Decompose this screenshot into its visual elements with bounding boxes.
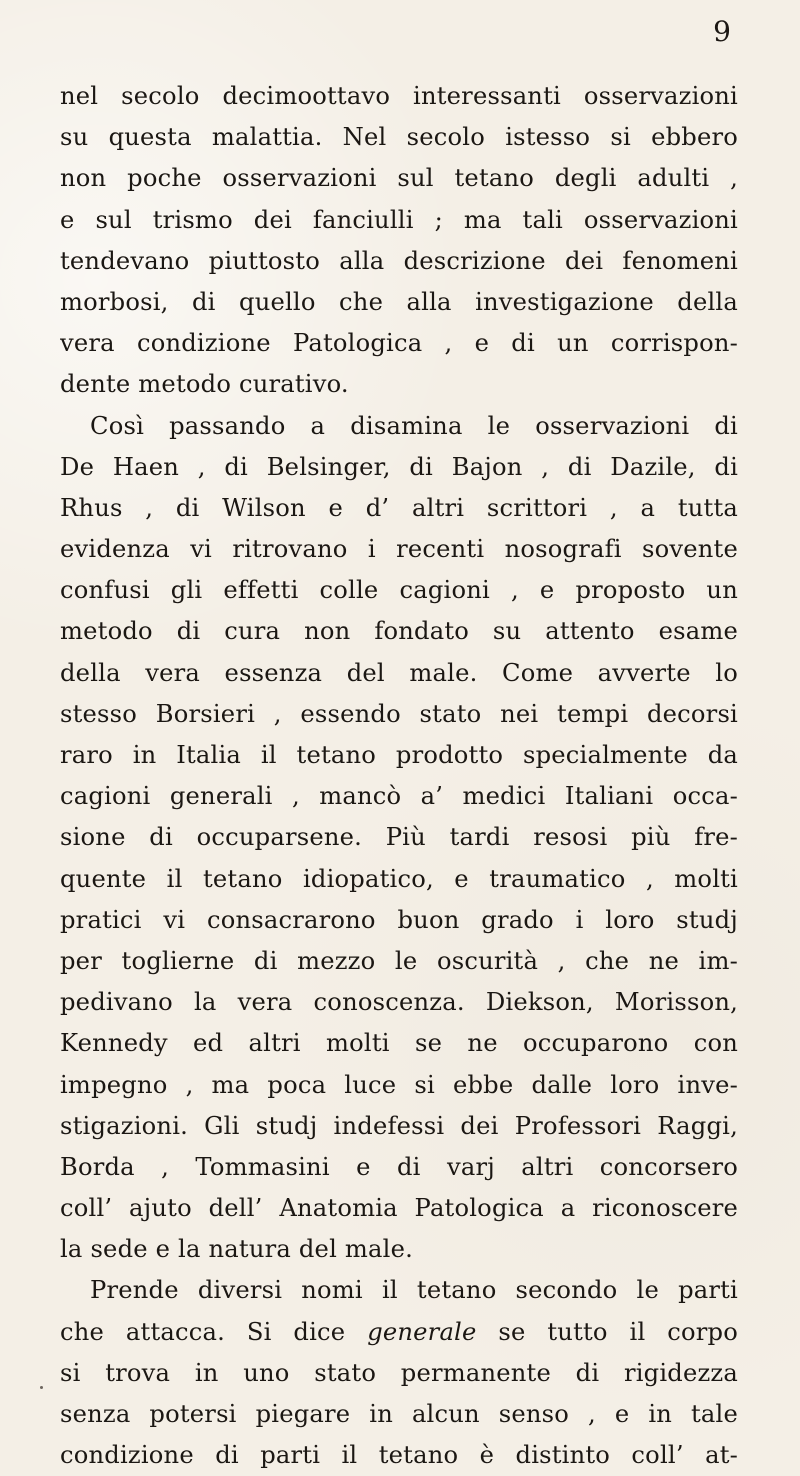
text-line: coll’ ajuto dell’ Anatomia Patologica a riconoscere [60, 1194, 738, 1223]
text-line [60, 1353, 738, 1394]
text-line: raro in Italia il tetano prodotto specialmente da [60, 741, 738, 769]
text-line: cagioni generali , mancò a’ medici Italiani occa- [60, 782, 738, 811]
text-line: stesso Borsieri , essendo stato nei tempi decorsi [60, 699, 738, 728]
main-text [60, 76, 738, 1476]
text-line: stigazioni. Gli studj indefessi dei Professori Raggi, [60, 1111, 738, 1140]
text-line: su questa malattia. Nel secolo istesso si ebbero [60, 123, 738, 152]
text-line [60, 1394, 738, 1435]
text-line: evidenza vi ritrovano i recenti nosografi sovente [60, 535, 738, 564]
print-mark [40, 1386, 43, 1389]
text-line: metodo di cura non fondato su attento esame [60, 617, 738, 646]
text-line: morbosi, di quello che alla investigazione della [60, 287, 738, 316]
text-line: dente metodo curativo. [60, 370, 349, 399]
text-segment: che attacca. Si dice [60, 1317, 368, 1346]
text-line: pedivano la vera conoscenza. Diekson, Morisson, [60, 988, 738, 1017]
text-line: della vera essenza del male. Come avverte lo [60, 658, 738, 687]
text-line: Borda , Tommasini e di varj altri concorsero [60, 1152, 738, 1181]
text-line: confusi gli effetti colle cagioni , e proposto un [60, 576, 738, 605]
text-segment: condizione di parti il tetano è distinto coll’ at- [60, 1441, 738, 1470]
paragraph-1 [60, 76, 738, 406]
text-line: impegno , ma poca luce si ebbe dalle loro inve- [60, 1070, 738, 1099]
text-line: De Haen , di Belsinger, di Bajon , di Dazile, di [60, 452, 738, 481]
text-line: vera condizione Patologica , e di un corrispon- [60, 329, 738, 358]
text-segment: senza potersi piegare in alcun senso , e in tale [60, 1400, 738, 1428]
text-line: nel secolo decimoottavo interessanti osservazioni [60, 82, 738, 110]
text-line: pratici vi consacrarono buon grado i loro studj [60, 905, 738, 934]
text-line: e sul trismo dei fanciulli ; ma tali osservazioni [60, 205, 738, 234]
text-line [60, 1270, 738, 1311]
text-line: la sede e la natura del male. [60, 1235, 413, 1264]
text-segment: si trova in uno stato permanente di rigidezza [60, 1358, 738, 1387]
page-number: 9 [713, 15, 731, 48]
text-line: sione di occuparsene. Più tardi resosi più fre- [60, 823, 738, 852]
text-line: Rhus , di Wilson e d’ altri scrittori , a tutta [60, 493, 738, 522]
text-segment: se tutto il corpo [476, 1317, 738, 1346]
paragraph-2 [60, 406, 738, 1271]
text-line: non poche osservazioni sul tetano degli adulti , [60, 164, 738, 193]
text-line: quente il tetano idiopatico, e traumatico , molti [60, 864, 738, 893]
text-line: per toglierne di mezzo le oscurità , che ne im- [60, 946, 738, 975]
text-line [60, 1435, 738, 1476]
text-segment: Prende diversi nomi il tetano secondo le parti [90, 1276, 738, 1305]
text-line [60, 1312, 738, 1353]
italic-term: generale [367, 1317, 477, 1346]
text-line: Così passando a disamina le osservazioni di [90, 411, 738, 440]
text-line: tendevano piuttosto alla descrizione dei fenomeni [60, 246, 738, 275]
paragraph-3 [60, 1270, 738, 1476]
text-line: Kennedy ed altri molti se ne occuparono con [60, 1029, 738, 1058]
